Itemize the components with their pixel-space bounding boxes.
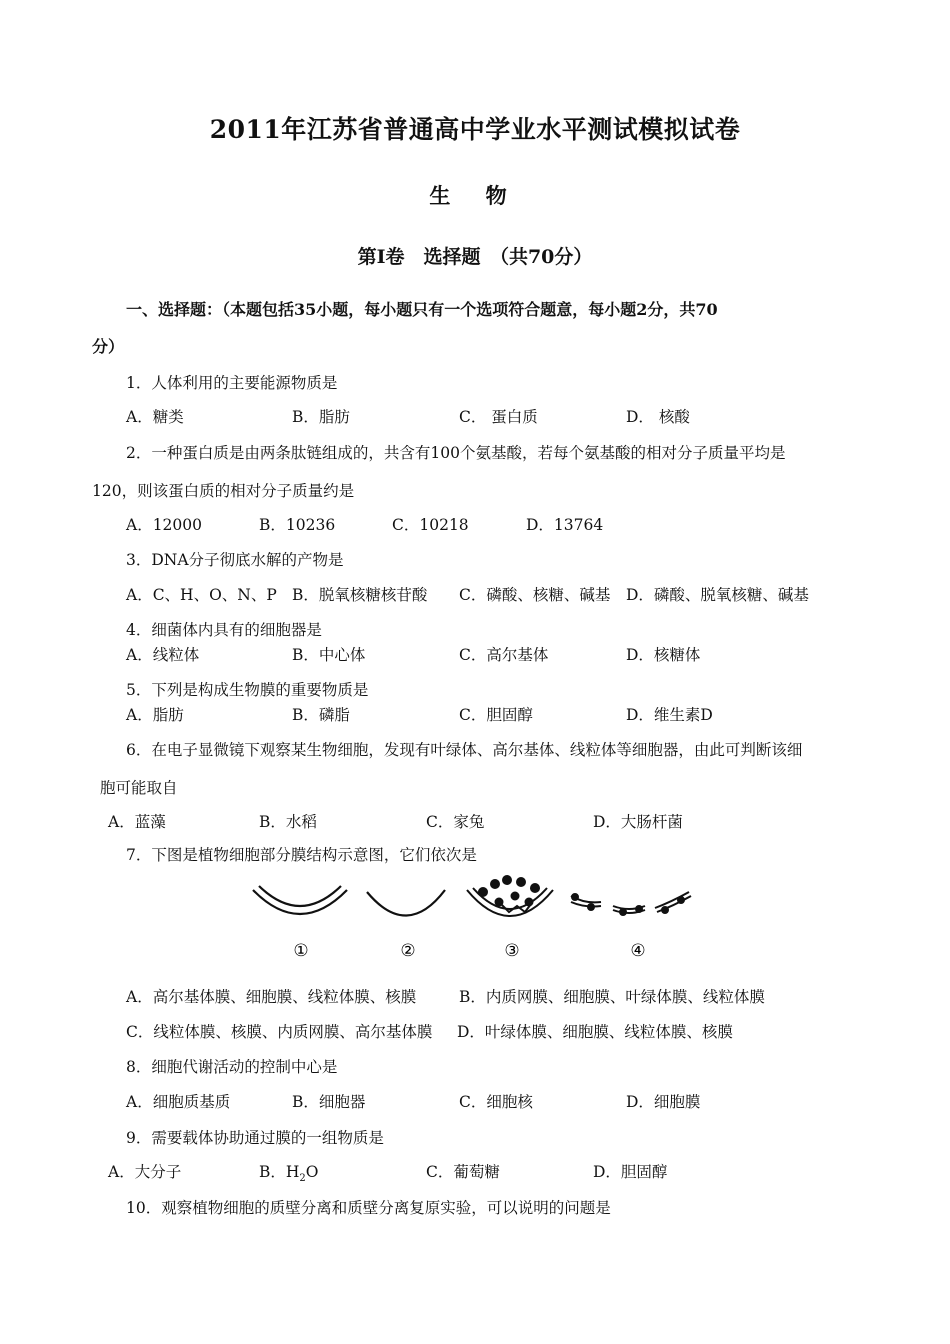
- q2-option-b: B．10236: [259, 516, 336, 534]
- q2-option-c: C．10218: [392, 516, 469, 534]
- q9-option-a: A．大分子: [108, 1163, 182, 1181]
- question-5-stem: 5．下列是构成生物膜的重要物质是: [126, 681, 369, 699]
- figure-label-4: ④: [630, 941, 646, 961]
- q7-option-b: B．内质网膜、细胞膜、叶绿体膜、线粒体膜: [459, 988, 765, 1006]
- q3-option-b: B．脱氧核糖核苷酸: [292, 586, 428, 604]
- figure-label-1: ①: [293, 941, 309, 961]
- q9-option-c: C．葡萄糖: [426, 1163, 500, 1181]
- q5-option-b: B．磷脂: [292, 706, 350, 724]
- figure-label-3: ③: [504, 941, 520, 961]
- question-2-stem-line-1: 2．一种蛋白质是由两条肽链组成的，共含有100个氨基酸，若每个氨基酸的相对分子质量平均是: [126, 444, 786, 462]
- q3-option-c: C．磷酸、核糖、碱基: [459, 586, 611, 604]
- membrane-figure-2: [367, 890, 445, 916]
- question-6-stem-line-2: 胞可能取自: [100, 779, 178, 797]
- q8-option-d: D．细胞膜: [626, 1093, 701, 1111]
- subject-heading: 生 物: [429, 183, 521, 208]
- q4-option-d: D．核糖体: [626, 646, 701, 664]
- q1-option-d: D． 核酸: [626, 408, 690, 426]
- membrane-figure-3: [467, 876, 553, 916]
- q7-option-d: D．叶绿体膜、细胞膜、线粒体膜、核膜: [457, 1023, 733, 1041]
- question-10-stem: 10．观察植物细胞的质壁分离和质壁分离复原实验，可以说明的问题是: [126, 1199, 611, 1217]
- q8-option-c: C．细胞核: [459, 1093, 533, 1111]
- q4-option-a: A．线粒体: [126, 646, 200, 664]
- q5-option-a: A．脂肪: [126, 706, 184, 724]
- membrane-figure-1: [253, 886, 347, 914]
- question-1-stem: 1．人体利用的主要能源物质是: [126, 374, 338, 392]
- question-8-stem: 8．细胞代谢活动的控制中心是: [126, 1058, 338, 1076]
- question-2-stem-line-2: 120，则该蛋白质的相对分子质量约是: [92, 482, 355, 500]
- document-title: 2011年江苏省普通高中学业水平测试模拟试卷: [209, 115, 741, 144]
- question-6-stem-line-1: 6．在电子显微镜下观察某生物细胞，发现有叶绿体、高尔基体、线粒体等细胞器，由此可判断该细: [126, 741, 803, 759]
- q7-option-a: A．高尔基体膜、细胞膜、线粒体膜、核膜: [126, 988, 417, 1006]
- q4-option-b: B．中心体: [292, 646, 366, 664]
- q1-option-b: B．脂肪: [292, 408, 350, 426]
- figure-label-2: ②: [400, 941, 416, 961]
- q3-option-d: D．磷酸、脱氧核糖、碱基: [626, 586, 809, 604]
- q2-option-d: D．13764: [526, 516, 604, 534]
- q4-option-c: C．高尔基体: [459, 646, 549, 664]
- membrane-figure-4: [571, 892, 691, 915]
- question-9-stem: 9．需要载体协助通过膜的一组物质是: [126, 1129, 384, 1147]
- q6-option-b: B．水稻: [259, 813, 317, 831]
- section-heading: 第Ⅰ卷 选择题 （共70分）: [357, 246, 593, 268]
- instruction-line-2: 分）: [92, 337, 125, 356]
- question-4-stem: 4．细菌体内具有的细胞器是: [126, 621, 322, 639]
- q6-option-d: D．大肠杆菌: [593, 813, 683, 831]
- q6-option-c: C．家兔: [426, 813, 485, 831]
- membrane-structure-figure: [245, 872, 705, 964]
- question-7-stem: 7．下图是植物细胞部分膜结构示意图，它们依次是: [126, 846, 477, 864]
- q3-option-a: A．C、H、O、N、P: [126, 586, 277, 604]
- q6-option-a: A．蓝藻: [108, 813, 166, 831]
- q2-option-a: A．12000: [126, 516, 203, 534]
- q1-option-a: A．糖类: [126, 408, 184, 426]
- q8-option-a: A．细胞质基质: [126, 1093, 231, 1111]
- q5-option-d: D．维生素D: [626, 706, 713, 724]
- instruction-line-1: 一、选择题：（本题包括35小题，每小题只有一个选项符合题意，每小题2分，共70: [126, 300, 718, 319]
- q9-option-d: D．胆固醇: [593, 1163, 668, 1181]
- question-3-stem: 3．DNA分子彻底水解的产物是: [126, 551, 344, 569]
- q9-option-b: B．$H_2O$: [259, 1163, 319, 1185]
- q8-option-b: B．细胞器: [292, 1093, 366, 1111]
- q1-option-c: C． 蛋白质: [459, 408, 538, 426]
- q7-option-c: C．线粒体膜、核膜、内质网膜、高尔基体膜: [126, 1023, 433, 1041]
- q5-option-c: C．胆固醇: [459, 706, 533, 724]
